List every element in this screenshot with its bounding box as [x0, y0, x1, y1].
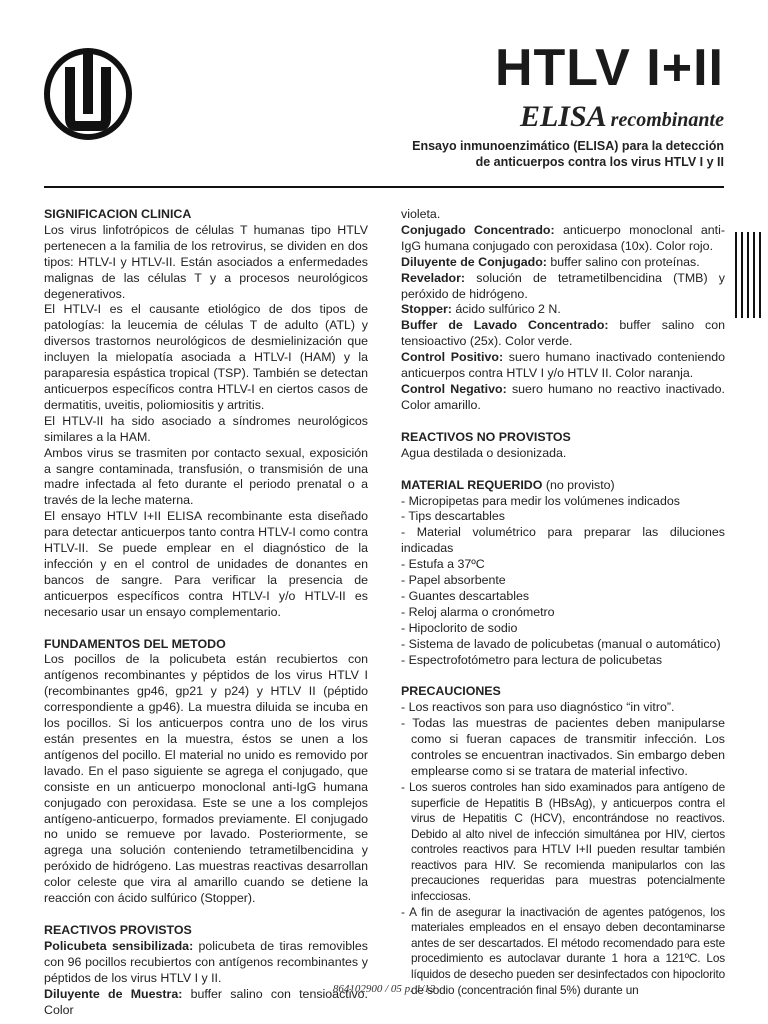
precaucion-item: - Los reactivos son para uso diagnóstico “in vitro”. [401, 700, 675, 715]
description-line-1: Ensayo inmunoenzimático (ELISA) para la detección [412, 139, 724, 153]
reagent-item [401, 350, 725, 382]
reagent-label: Stopper: [401, 302, 452, 317]
header-divider [44, 186, 724, 188]
reagent-item [401, 271, 725, 303]
reagent-text: suero humano no reactivo inactivado. Color amarillo. [401, 381, 725, 412]
material-item: - Micropipetas para medir los volúmenes indicados [401, 493, 680, 508]
material-item: - Hipoclorito de sodio [401, 620, 518, 635]
reagent-label: Control Positivo: [401, 350, 504, 365]
material-item: - Reloj alarma o cronómetro [401, 604, 555, 619]
subtitle-elisa: ELISA [519, 100, 607, 133]
paragraph: Los pocillos de la policubeta están recubiertos con antígenos recombinantes y péptidos de los virus HTLV I (recombinantes gp46, gp21 y p24) y HTLV II (péptido correspondiente a gp46). La muestra diluida se incuba en los pocillos. Si los anticuerpos contra uno de los virus están presentes en la muestra, éstos se unen a los antígenos del pocillo. El material no unido es removido por lavado. En el paso siguiente se agrega el conjugado, que consiste en un anticuerpo monoclonal anti-IgG humana conjugado con peroxidasa. Este se une a los complejos antígeno-anticuerpo, formados previamente. El conjugado no unido se remueve por lavado. Posteriormente, se agrega una solución conteniendo tetrametilbencidina y peróxido de hidrógeno. Las muestras reactivas desarrollan color celeste que vira al amarillo cuando se detiene la reacción con ácido sulfúrico (Stopper). [44, 652, 368, 906]
page-title: HTLV I+II [494, 39, 724, 97]
reagent-text: buffer salino con tensioactivo (25x). Color verde. [401, 318, 725, 349]
material-item: - Papel absorbente [401, 573, 506, 588]
page-footer: 864102900 / 05 p. 1/12 [332, 983, 436, 995]
section-material-requerido [401, 478, 725, 669]
heading-material-note: (no provisto) [545, 477, 615, 492]
heading-precauciones: PRECAUCIONES [401, 684, 501, 699]
heading-reactivos-provistos: REACTIVOS PROVISTOS [44, 922, 192, 937]
reagent-text: buffer salino con proteínas. [550, 254, 700, 269]
paragraph: Los virus linfotrópicos de células T humanas tipo HTLV pertenecen a la familia de los retrovirus, se dividen en dos tipos: HTLV-I y HTLV-II. Están asociados a enfermedades malignas de las células T y a procesos neurológicos degenerativos. [44, 222, 368, 301]
reagent-label: Buffer de Lavado Concentrado: [401, 318, 609, 333]
reagent-text: policubeta de tiras removibles con 96 pocillos recubiertos con antígenos recombinantes y péptidos de los virus HTLV I y II. [44, 938, 368, 985]
paragraph: El ensayo HTLV I+II ELISA recombinante esta diseñado para detectar anticuerpos tanto contra HTLV-I como contra HTLV-II. Se puede emplear en el diagnóstico de la infección y en el control de unidades de donantes en bancos de sangre. Para verificar la presencia de anticuerpos específicos contra HTLV-I y/o HTLV-II es necesario usar un ensayo complementario. [44, 509, 368, 619]
page-subtitle [520, 99, 724, 140]
wiener-w-logo-icon [44, 48, 132, 140]
reagent-label: Revelador: [401, 270, 466, 285]
reagent-item [401, 255, 725, 271]
reagent-text: anticuerpo monoclonal anti-IgG humana conjugado con peroxidasa (10x). Color rojo. [401, 222, 725, 253]
reagent-item [401, 318, 725, 350]
reagent-text: buffer salino con tensioactivo. Color [44, 986, 368, 1017]
paragraph: El HTLV-I es el causante etiológico de dos tipos de patologías: la leucemia de células T de adulto (ATL) y diversos trastornos neurológicos de desmielinización que incluyen la mielopatía asociada a HTLV-I (HAM) y la paraparesia espástica tropical (TSP). También se detectan anticuerpos específicos contra HTLV-I en ciertos casos de dermatitis, uveitis, poliomiositis y artritis. [44, 302, 368, 412]
heading-fundamentos: FUNDAMENTOS DEL METODO [44, 636, 226, 651]
heading-material-requerido [401, 478, 725, 494]
left-column [44, 207, 368, 1018]
reagent-label: Control Negativo: [401, 381, 507, 396]
material-item: - Material volumétrico para preparar las diluciones indicadas [401, 525, 725, 556]
reagent-label: Diluyente de Muestra: [44, 986, 183, 1001]
paragraph: Agua destilada o desionizada. [401, 445, 567, 460]
material-item: - Guantes descartables [401, 588, 530, 603]
reagent-item [401, 223, 725, 255]
precaucion-item: - Los sueros controles han sido examinados para antígeno de superficie de Hepatitis B (HBsAg), y anticuerpos contra el virus de Hepatitis C (HCV), encontrándose no reactivos. Debido al alto nivel de infección simultánea por HIV, ciertos controles reactivos para HTLV I+II pueden resultar también reactivos para HIV. Se recomienda manipularlos con las precauciones requeridas para muestras potencialmente infecciosas. [401, 779, 725, 904]
reagent-label: Diluyente de Conjugado: [401, 254, 547, 269]
reagent-item [401, 382, 725, 414]
material-item: - Tips descartables [401, 509, 505, 524]
section-significacion-clinica [44, 207, 368, 621]
paragraph: El HTLV-II ha sido asociado a síndromes neurológicos similares a la HAM. [44, 413, 368, 444]
section-fundamentos [44, 637, 368, 907]
description-line-2: de anticuerpos contra los virus HTLV I y II [475, 155, 724, 169]
precauciones-list [401, 700, 725, 998]
paragraph: Ambos virus se trasmiten por contacto sexual, exposición a sangre contaminada, transfusión, o transmisión de una madre infectada al feto durante el periodo prenatal o a través de la leche materna. [44, 445, 368, 508]
reagent-text: suero humano inactivado conteniendo anticuerpos contra HTLV I y/o HTLV II. Color naranja. [401, 350, 725, 381]
precaucion-item: - A fin de asegurar la inactivación de agentes patógenos, los materiales empleados en el ensayo deben decontaminarse antes de ser descartados. El método recomendado para este procedimiento es autoclavar durante 1 hora a 121ºC. Los líquidos de desecho pueden ser desinfectados con hipoclorito de sodio (concentración final 5%) durante un [401, 904, 725, 997]
reagent-text: solución de tetrametilbencidina (TMB) y peróxido de hidrógeno. [401, 270, 725, 301]
material-item: - Estufa a 37ºC [401, 557, 485, 572]
reagent-item [401, 302, 725, 318]
section-reactivos-provistos [44, 923, 368, 1018]
reagent-text: ácido sulfúrico 2 N. [455, 302, 561, 317]
page-description [412, 138, 724, 170]
section-reactivos-no-provistos [401, 430, 725, 462]
reagent-item [44, 939, 368, 987]
material-item: - Sistema de lavado de policubetas (manual o automático) [401, 636, 721, 651]
reagent-list [401, 223, 725, 414]
barcode-marker-icon [735, 232, 761, 318]
reagent-label: Conjugado Concentrado: [401, 222, 555, 237]
right-column [401, 207, 725, 998]
material-item: - Espectrofotómetro para lectura de policubetas [401, 652, 663, 667]
continuation-text: violeta. [401, 207, 441, 221]
material-list [401, 494, 725, 669]
heading-significacion-clinica: SIGNIFICACION CLINICA [44, 207, 192, 221]
subtitle-recombinante: recombinante [610, 109, 724, 131]
heading-material-text: MATERIAL REQUERIDO [401, 477, 543, 492]
section-precauciones [401, 684, 725, 998]
heading-reactivos-no-provistos: REACTIVOS NO PROVISTOS [401, 429, 571, 444]
reagent-label: Policubeta sensibilizada: [44, 938, 194, 953]
precaucion-item: - Todas las muestras de pacientes deben manipularse como si fueran capaces de transmitir infección. Los controles se encuentran inactivados. Sin embargo deben emplearse como si se tratara de material infectivo. [401, 716, 725, 778]
